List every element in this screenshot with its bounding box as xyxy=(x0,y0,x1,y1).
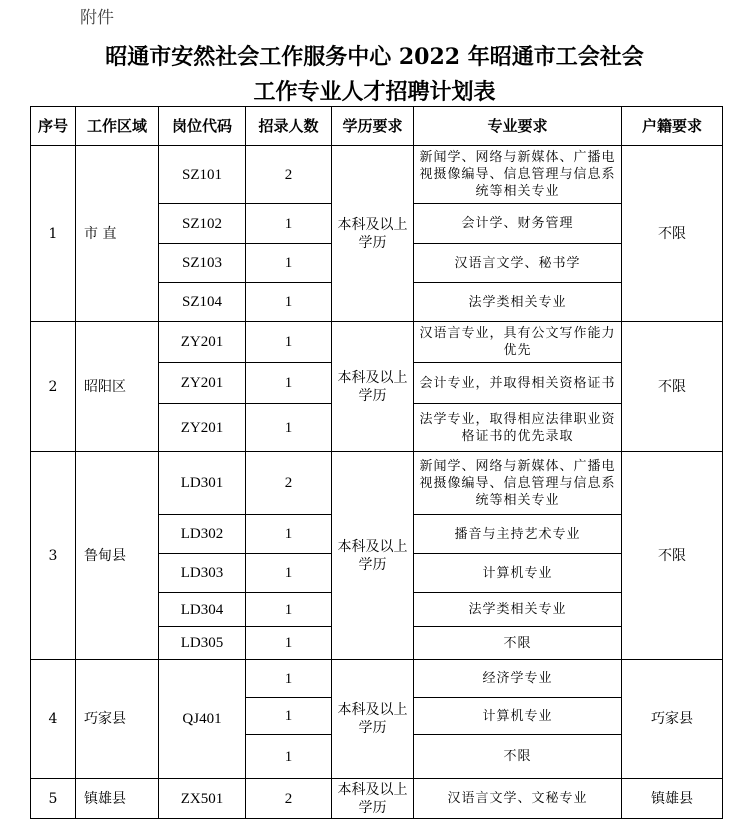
major-cell: 新闻学、网络与新媒体、广播电视摄像编导、信息管理与信息系统等相关专业 xyxy=(414,452,622,515)
seq-cell: 5 xyxy=(31,779,76,819)
count-cell: 1 xyxy=(246,627,332,660)
major-cell: 经济学专业 xyxy=(414,660,622,698)
count-cell: 1 xyxy=(246,322,332,363)
page-title-line2: 工作专业人才招聘计划表 xyxy=(253,79,496,105)
recruitment-table xyxy=(30,106,723,819)
code-cell: SZ101 xyxy=(159,146,246,204)
edu-cell: 本科及以上学历 xyxy=(332,146,414,322)
edu-cell: 本科及以上学历 xyxy=(332,322,414,452)
header-seq: 序号 xyxy=(31,107,76,146)
huji-cell: 巧家县 xyxy=(622,660,723,779)
major-cell: 计算机专业 xyxy=(414,554,622,593)
area-cell: 镇雄县 xyxy=(76,779,159,819)
code-cell: SZ104 xyxy=(159,283,246,322)
huji-cell: 镇雄县 xyxy=(622,779,723,819)
header-area: 工作区域 xyxy=(76,107,159,146)
edu-cell: 本科及以上学历 xyxy=(332,660,414,779)
code-cell: ZY201 xyxy=(159,363,246,404)
code-cell: SZ102 xyxy=(159,204,246,244)
count-cell: 1 xyxy=(246,698,332,735)
seq-cell: 2 xyxy=(31,322,76,452)
code-cell: LD304 xyxy=(159,593,246,627)
code-cell: SZ103 xyxy=(159,244,246,283)
major-cell: 播音与主持艺术专业 xyxy=(414,515,622,554)
edu-cell: 本科及以上学历 xyxy=(332,452,414,660)
table-row xyxy=(31,452,723,515)
area-cell: 巧家县 xyxy=(76,660,159,779)
code-cell: LD302 xyxy=(159,515,246,554)
count-cell: 1 xyxy=(246,735,332,779)
code-cell: ZY201 xyxy=(159,404,246,452)
table-header-row xyxy=(31,107,723,146)
header-code: 岗位代码 xyxy=(159,107,246,146)
area-cell: 鲁甸县 xyxy=(76,452,159,660)
major-cell: 法学专业，取得相应法律职业资格证书的优先录取 xyxy=(414,404,622,452)
count-cell: 2 xyxy=(246,452,332,515)
code-cell: ZX501 xyxy=(159,779,246,819)
table-row xyxy=(31,146,723,204)
major-cell: 法学类相关专业 xyxy=(414,593,622,627)
count-cell: 2 xyxy=(246,779,332,819)
major-cell: 法学类相关专业 xyxy=(414,283,622,322)
seq-cell: 1 xyxy=(31,146,76,322)
huji-cell: 不限 xyxy=(622,146,723,322)
count-cell: 1 xyxy=(246,660,332,698)
major-cell: 会计专业，并取得相关资格证书 xyxy=(414,363,622,404)
major-cell: 不限 xyxy=(414,627,622,660)
major-cell: 汉语言文学、秘书学 xyxy=(414,244,622,283)
attachment-label: 附件 xyxy=(80,8,114,28)
count-cell: 1 xyxy=(246,244,332,283)
huji-cell: 不限 xyxy=(622,452,723,660)
code-cell: QJ401 xyxy=(159,660,246,779)
code-cell: LD305 xyxy=(159,627,246,660)
table-row xyxy=(31,779,723,819)
seq-cell: 3 xyxy=(31,452,76,660)
seq-cell: 4 xyxy=(31,660,76,779)
table-row xyxy=(31,660,723,698)
huji-cell: 不限 xyxy=(622,322,723,452)
count-cell: 1 xyxy=(246,204,332,244)
count-cell: 1 xyxy=(246,363,332,404)
major-cell: 汉语言文学、文秘专业 xyxy=(414,779,622,819)
major-cell: 会计学、财务管理 xyxy=(414,204,622,244)
table-row xyxy=(31,322,723,363)
major-cell: 新闻学、网络与新媒体、广播电视摄像编导、信息管理与信息系统等相关专业 xyxy=(414,146,622,204)
code-cell: LD301 xyxy=(159,452,246,515)
count-cell: 1 xyxy=(246,593,332,627)
count-cell: 1 xyxy=(246,515,332,554)
count-cell: 1 xyxy=(246,283,332,322)
area-cell: 昭阳区 xyxy=(76,322,159,452)
count-cell: 1 xyxy=(246,404,332,452)
major-cell: 不限 xyxy=(414,735,622,779)
area-cell: 市 直 xyxy=(76,146,159,322)
code-cell: LD303 xyxy=(159,554,246,593)
edu-cell: 本科及以上学历 xyxy=(332,779,414,819)
header-huji: 户籍要求 xyxy=(622,107,723,146)
header-edu: 学历要求 xyxy=(332,107,414,146)
major-cell: 汉语言专业，具有公文写作能力优先 xyxy=(414,322,622,363)
count-cell: 1 xyxy=(246,554,332,593)
header-count: 招录人数 xyxy=(246,107,332,146)
count-cell: 2 xyxy=(246,146,332,204)
major-cell: 计算机专业 xyxy=(414,698,622,735)
page-title-line1: 昭通市安然社会工作服务中心 2022 年昭通市工会社会 xyxy=(105,44,644,70)
code-cell: ZY201 xyxy=(159,322,246,363)
header-major: 专业要求 xyxy=(414,107,622,146)
